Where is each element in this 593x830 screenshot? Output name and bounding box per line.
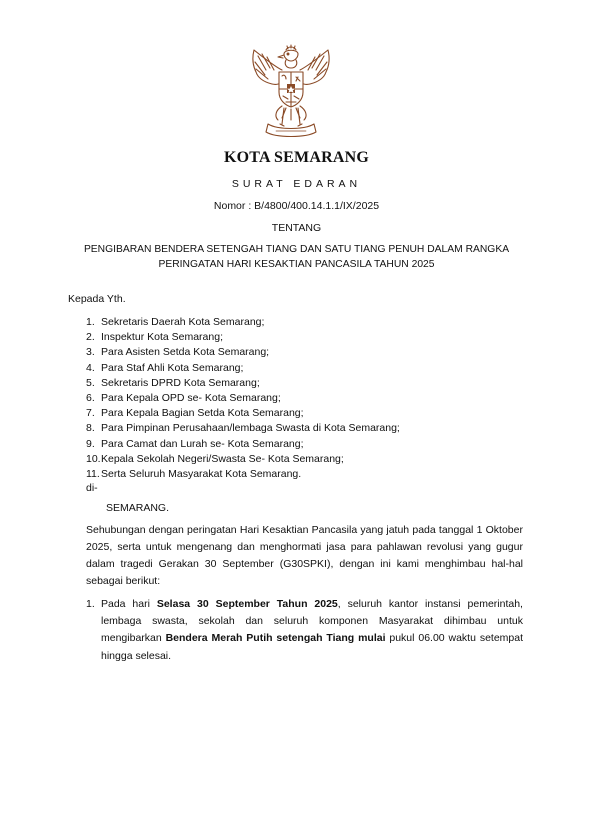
recipient-number: 3. [86,346,95,359]
di-label: di- [86,482,98,494]
city-title: KOTA SEMARANG [224,149,369,166]
recipient-text: Serta Seluruh Masyarakat Kota Semarang. [101,468,302,481]
recipient-list [86,315,400,482]
instruction-point-1 [86,596,523,665]
recipient-item [86,376,400,391]
point-text-3: pukul 06.00 waktu setempat hingga selesai. [101,632,524,662]
recipient-item [86,437,400,452]
recipient-number: 7. [86,407,95,420]
recipient-text: Inspektur Kota Semarang; [101,331,223,344]
recipient-text: Sekretaris DPRD Kota Semarang; [101,376,260,389]
document-subject [70,242,523,272]
recipient-text: Para Pimpinan Perusahaan/lembaga Swasta di Kota Semarang; [101,422,400,435]
recipient-text: Para Camat dan Lurah se- Kota Semarang; [101,437,304,450]
recipient-text: Kepala Sekolah Negeri/Swasta Se- Kota Semarang; [101,452,344,465]
recipient-item [86,421,400,436]
recipient-text: Para Kepala Bagian Setda Kota Semarang; [101,407,304,420]
recipient-number: 8. [86,422,95,435]
recipient-number: 6. [86,392,95,405]
document-type: SURAT EDARAN [231,178,362,190]
recipient-text: Sekretaris Daerah Kota Semarang; [101,316,265,328]
recipient-text: Para Asisten Setda Kota Semarang; [101,346,270,359]
garuda-pancasila-emblem-icon [246,44,336,140]
recipient-item [86,315,400,330]
subject-line-1: PENGIBARAN BENDERA SETENGAH TIANG DAN SATU TIANG PENUH DALAM RANGKA [83,244,510,255]
point-bold-flag: Bendera Merah Putih setengah Tiang mulai [165,632,386,645]
recipient-item [86,345,400,360]
addressee-label: Kepada Yth. [68,293,126,305]
recipient-item [86,467,400,482]
recipient-item [86,391,400,406]
recipient-number: 10. [86,452,101,465]
recipient-number: 11. [86,468,100,481]
tentang-label: TENTANG [271,222,322,234]
point-text-1: Pada hari [101,598,157,610]
point-bold-date: Selasa 30 September Tahun 2025 [156,598,338,610]
subject-line-2: PERINGATAN HARI KESAKTIAN PANCASILA TAHUN 2025 [158,259,435,270]
recipient-item [86,330,400,345]
recipient-number: 9. [86,437,95,450]
recipient-number: 1. [86,316,95,328]
recipient-number: 2. [86,331,95,344]
recipient-text: Para Staf Ahli Kota Semarang; [101,361,244,374]
place-label: SEMARANG. [106,502,170,514]
intro-paragraph: Sehubungan dengan peringatan Hari Kesaktian Pancasila yang jatuh pada tanggal 1 Oktober 2025, serta untuk mengenang dan menghormati jasa para pahlawan revolusi yang gugur dalam tragedi Gerakan 30 September (G30SPKI), dengan ini kami menghimbau hal-hal sebagai berikut: [86,524,523,587]
recipient-number: 5. [86,376,95,389]
recipient-number: 4. [86,361,95,374]
recipient-item [86,361,400,376]
recipient-text: Para Kepala OPD se- Kota Semarang; [101,392,281,405]
recipient-item [86,452,400,467]
point-number: 1. [86,598,95,610]
point-text-2: , seluruh kantor instansi pemerintah, lembaga swasta, sekolah dan seluruh komponen Masyarakat dihimbau untuk mengibarkan [101,598,523,645]
recipient-item [86,406,400,421]
document-number: Nomor : B/4800/400.14.1.1/IX/2025 [213,200,380,212]
